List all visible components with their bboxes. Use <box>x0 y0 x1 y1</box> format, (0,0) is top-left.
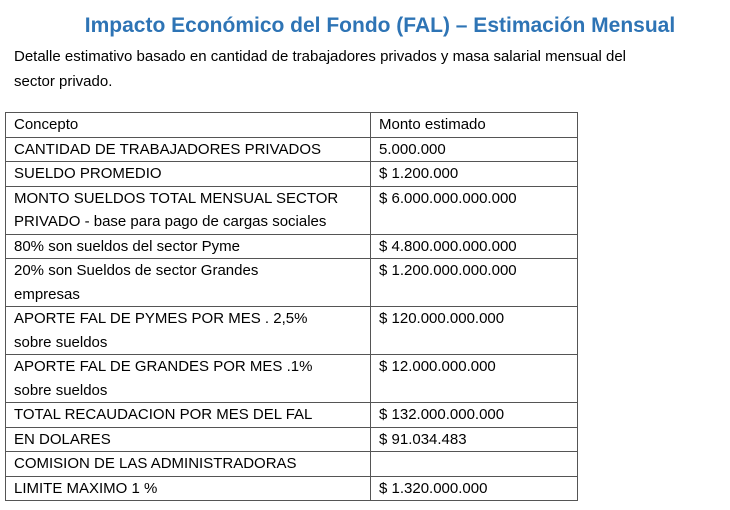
cell-amount: $ 6.000.000.000.000 <box>371 186 578 234</box>
table-row <box>6 403 578 428</box>
cell-amount: $ 4.800.000.000.000 <box>371 234 578 259</box>
document-title: Impacto Económico del Fondo (FAL) – Estimación Mensual <box>84 14 676 37</box>
concept-text: sobre sueldos <box>14 381 108 399</box>
header-amount: Monto estimado <box>371 113 578 138</box>
subtitle-line-2: sector privado. <box>14 73 113 90</box>
concept-text: APORTE FAL DE GRANDES POR MES .1% <box>14 358 313 375</box>
cell-amount: $ 91.034.483 <box>371 427 578 452</box>
cell-concept <box>6 234 371 259</box>
cell-concept <box>6 452 371 477</box>
cell-amount: $ 12.000.000.000 <box>371 355 578 403</box>
header-concept: Concepto <box>6 113 371 138</box>
cell-amount: $ 1.200.000 <box>371 162 578 187</box>
table-row <box>6 355 578 403</box>
cell-concept <box>6 259 371 307</box>
concept-text: PRIVADO - base para pago de cargas sociales <box>14 213 327 230</box>
concept-text: 80% son sueldos del sector Pyme <box>14 237 240 255</box>
cell-concept <box>6 186 371 234</box>
cell-concept <box>6 307 371 355</box>
concept-text: empresas <box>14 285 80 303</box>
cell-concept <box>6 427 371 452</box>
table-row <box>6 307 578 355</box>
table-row <box>6 186 578 234</box>
table-row <box>6 427 578 452</box>
cell-concept <box>6 476 371 501</box>
table-row <box>6 452 578 477</box>
concept-text: SUELDO PROMEDIO <box>14 165 162 182</box>
cell-amount: $ 120.000.000.000 <box>371 307 578 355</box>
table-row <box>6 234 578 259</box>
concept-text: MONTO SUELDOS TOTAL MENSUAL SECTOR <box>14 189 339 207</box>
concept-text: 20% son Sueldos de sector Grandes <box>14 262 259 279</box>
estimate-table <box>5 112 578 501</box>
concept-text: CANTIDAD DE TRABAJADORES PRIVADOS <box>14 140 322 158</box>
cell-concept <box>6 137 371 162</box>
cell-amount: $ 1.200.000.000.000 <box>371 259 578 307</box>
concept-text: EN DOLARES <box>14 430 111 448</box>
subtitle-line-1: Detalle estimativo basado en cantidad de trabajadores privados y masa salarial mensual del <box>14 48 627 65</box>
cell-concept <box>6 355 371 403</box>
table-header-row <box>6 113 578 138</box>
cell-amount <box>371 452 578 477</box>
concept-text: TOTAL RECAUDACION POR MES DEL FAL <box>14 406 313 423</box>
concept-text: sobre sueldos <box>14 333 108 351</box>
cell-concept <box>6 403 371 428</box>
cell-amount: $ 1.320.000.000 <box>371 476 578 501</box>
concept-text: COMISION DE LAS ADMINISTRADORAS <box>14 455 297 472</box>
table-row <box>6 137 578 162</box>
table-row <box>6 476 578 501</box>
table-row <box>6 162 578 187</box>
concept-text: LIMITE MAXIMO 1 % <box>14 479 158 497</box>
table-row <box>6 259 578 307</box>
cell-amount: $ 132.000.000.000 <box>371 403 578 428</box>
cell-concept <box>6 162 371 187</box>
concept-text: APORTE FAL DE PYMES POR MES . 2,5% <box>14 310 308 327</box>
cell-amount: 5.000.000 <box>371 137 578 162</box>
